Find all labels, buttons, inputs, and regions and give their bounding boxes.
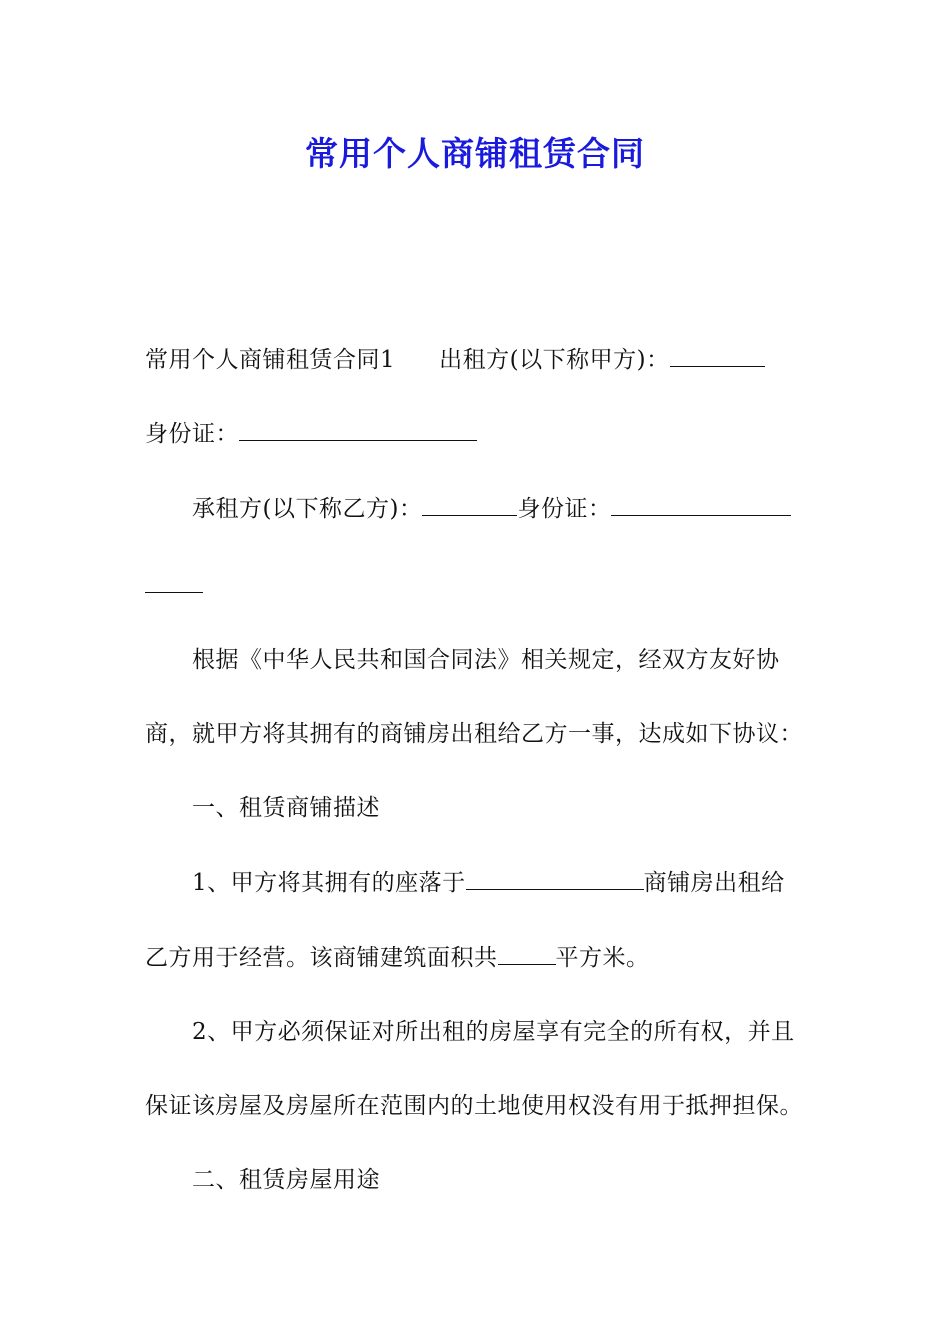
section-heading-1: [145, 788, 857, 828]
paragraph-line-10: [145, 1012, 857, 1052]
preamble-text-1: 根据《中华人民共和国合同法》相关规定，经双方友好协: [192, 647, 780, 673]
clause-2-text-a: 2、甲方必须保证对所出租的房屋享有完全的所有权，并且: [192, 1019, 795, 1045]
lessee-id-blank-continued: [145, 574, 203, 593]
lessor-name-blank: [670, 348, 765, 367]
clause-1-text-d: 平方米。: [555, 945, 650, 971]
clause-1-text-c: 乙方用于经营。该商铺建筑面积共: [145, 945, 498, 971]
lessor-label: 出租方(以下称甲方)：: [439, 347, 670, 373]
contract-heading-text: 常用个人商铺租赁合同1: [145, 347, 396, 373]
lessor-id-label: 身份证：: [145, 421, 239, 447]
paragraph-line-3: [145, 489, 857, 529]
lessee-name-blank: [422, 497, 517, 516]
section-heading-1-text: 一、租赁商铺描述: [192, 795, 380, 821]
lessee-id-blank: [611, 497, 791, 516]
lessee-id-label: 身份证：: [517, 496, 612, 522]
paragraph-line-1: [145, 340, 810, 380]
clause-1-text-a: 1、甲方将其拥有的座落于: [192, 870, 466, 896]
clause-1-text-b: 商铺房出租给: [643, 870, 785, 896]
paragraph-line-6: [145, 714, 810, 754]
paragraph-line-2: [145, 414, 810, 454]
preamble-text-2: 商，就甲方将其拥有的商铺房出租给乙方一事，达成如下协议：: [145, 721, 803, 747]
location-blank: [466, 871, 644, 890]
lessee-label: 承租方(以下称乙方)：: [192, 496, 423, 522]
area-blank: [498, 946, 556, 965]
lessor-id-blank: [239, 422, 477, 441]
clause-2-text-b: 保证该房屋及房屋所在范围内的土地使用权没有用于抵押担保。: [145, 1093, 803, 1119]
paragraph-line-11: [145, 1086, 810, 1126]
paragraph-line-4: [145, 566, 810, 606]
document-title: 常用个人商铺租赁合同: [305, 134, 645, 173]
section-heading-2-text: 二、租赁房屋用途: [192, 1167, 380, 1193]
paragraph-line-5: [145, 640, 857, 680]
section-heading-2: [145, 1160, 857, 1200]
paragraph-line-8: [145, 863, 857, 903]
paragraph-line-9: [145, 938, 810, 978]
